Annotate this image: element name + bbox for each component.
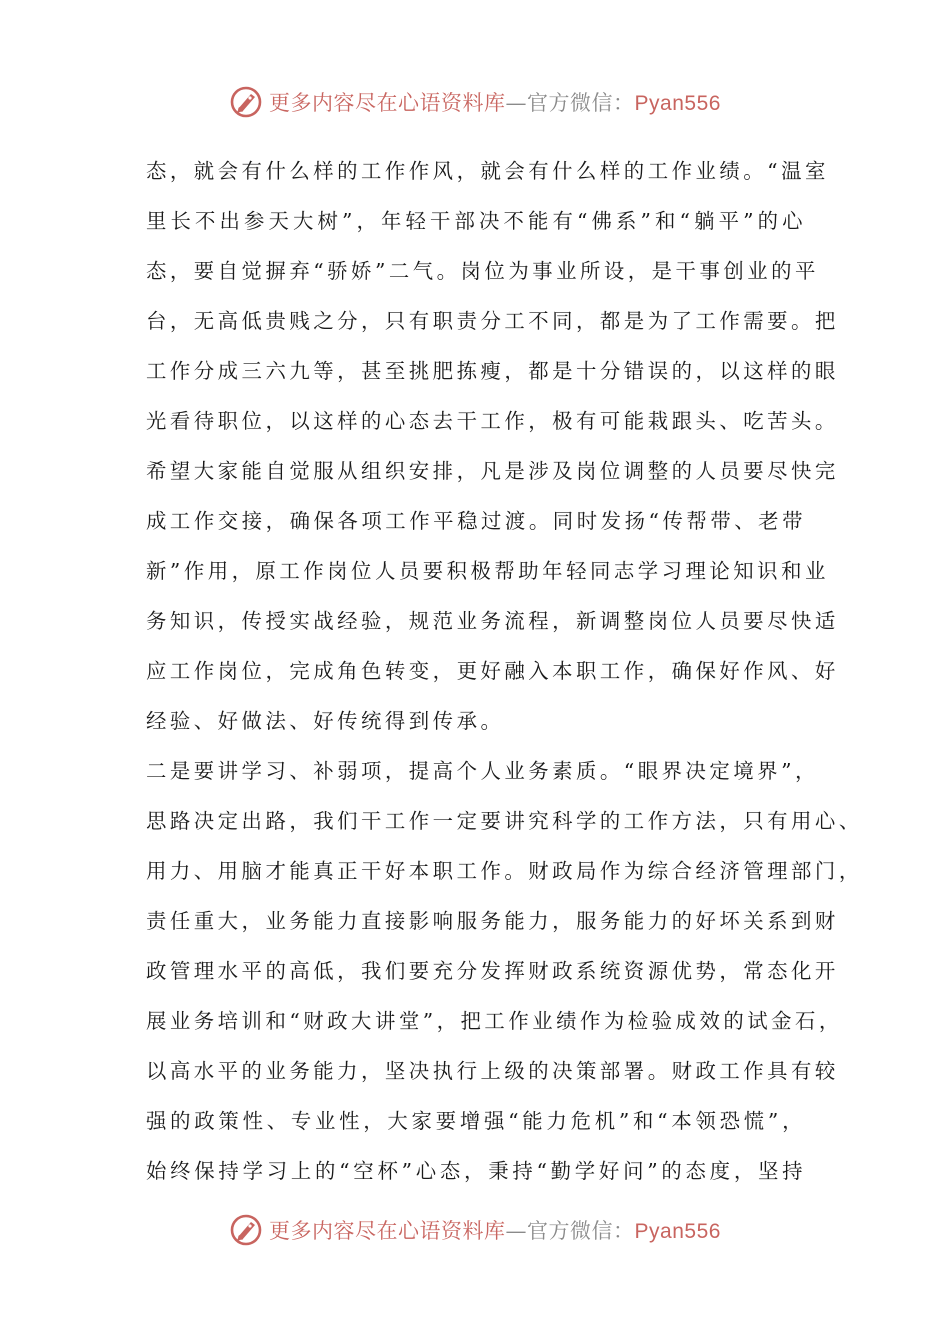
text-line: 用力、用脑才能真正干好本职工作。财政局作为综合经济管理部门， [146, 859, 863, 883]
banner-text [269, 87, 721, 117]
banner-text [269, 1215, 721, 1245]
text-line: 以高水平的业务能力，坚决执行上级的决策部署。财政工作具有较 [146, 1059, 839, 1083]
banner-wechat-label: 官方微信： [527, 1219, 635, 1243]
document-body [146, 146, 863, 1196]
banner-site-name: 更多内容尽在心语资料库 [269, 91, 506, 115]
header-watermark-banner [0, 82, 950, 122]
text-line: 新”作用，原工作岗位人员要积极帮助年轻同志学习理论知识和业 [146, 559, 829, 583]
text-line: 成工作交接，确保各项工作平稳过渡。同时发扬“传帮带、老带 [146, 509, 806, 533]
banner-separator: — [505, 1219, 528, 1243]
text-line: 思路决定出路，我们干工作一定要讲究科学的工作方法，只有用心、 [146, 809, 863, 833]
pen-nib-logo-icon [229, 1213, 263, 1247]
text-line: 工作分成三六九等，甚至挑肥拣瘦，都是十分错误的，以这样的眼 [146, 359, 839, 383]
text-line: 光看待职位，以这样的心态去干工作，极有可能栽跟头、吃苦头。 [146, 409, 839, 433]
text-line: 态，要自觉摒弃“骄娇”二气。岗位为事业所设，是干事创业的平 [146, 259, 819, 283]
footer-watermark-banner [0, 1210, 950, 1250]
banner-separator: — [505, 91, 528, 115]
pen-nib-logo-icon [229, 85, 263, 119]
text-line: 政管理水平的高低，我们要充分发挥财政系统资源优势，常态化开 [146, 959, 839, 983]
text-line: 态，就会有什么样的工作作风，就会有什么样的工作业绩。“温室 [146, 159, 829, 183]
text-line: 经验、好做法、好传统得到传承。 [146, 709, 505, 733]
text-line: 里长不出参天大树”，年轻干部决不能有“佛系”和“躺平”的心 [146, 209, 806, 233]
text-line: 始终保持学习上的“空杯”心态，秉持“勤学好问”的态度，坚持 [146, 1159, 806, 1183]
banner-wechat-label: 官方微信： [527, 91, 635, 115]
text-line: 应工作岗位，完成角色转变，更好融入本职工作，确保好作风、好 [146, 659, 839, 683]
text-line: 务知识，传授实战经验，规范业务流程，新调整岗位人员要尽快适 [146, 609, 839, 633]
banner-site-name: 更多内容尽在心语资料库 [269, 1219, 506, 1243]
text-line: 强的政策性、专业性，大家要增强“能力危机”和“本领恐慌”， [146, 1109, 806, 1133]
text-line: 希望大家能自觉服从组织安排，凡是涉及岗位调整的人员要尽快完 [146, 459, 839, 483]
text-line: 二是要讲学习、补弱项，提高个人业务素质。“眼界决定境界”， [146, 759, 819, 783]
text-line: 展业务培训和“财政大讲堂”，把工作业绩作为检验成效的试金石， [146, 1009, 843, 1033]
banner-wechat-id: Pyan556 [634, 1220, 721, 1243]
text-line: 责任重大，业务能力直接影响服务能力，服务能力的好坏关系到财 [146, 909, 839, 933]
text-line: 台，无高低贵贱之分，只有职责分工不同，都是为了工作需要。把 [146, 309, 839, 333]
banner-wechat-id: Pyan556 [634, 92, 721, 115]
